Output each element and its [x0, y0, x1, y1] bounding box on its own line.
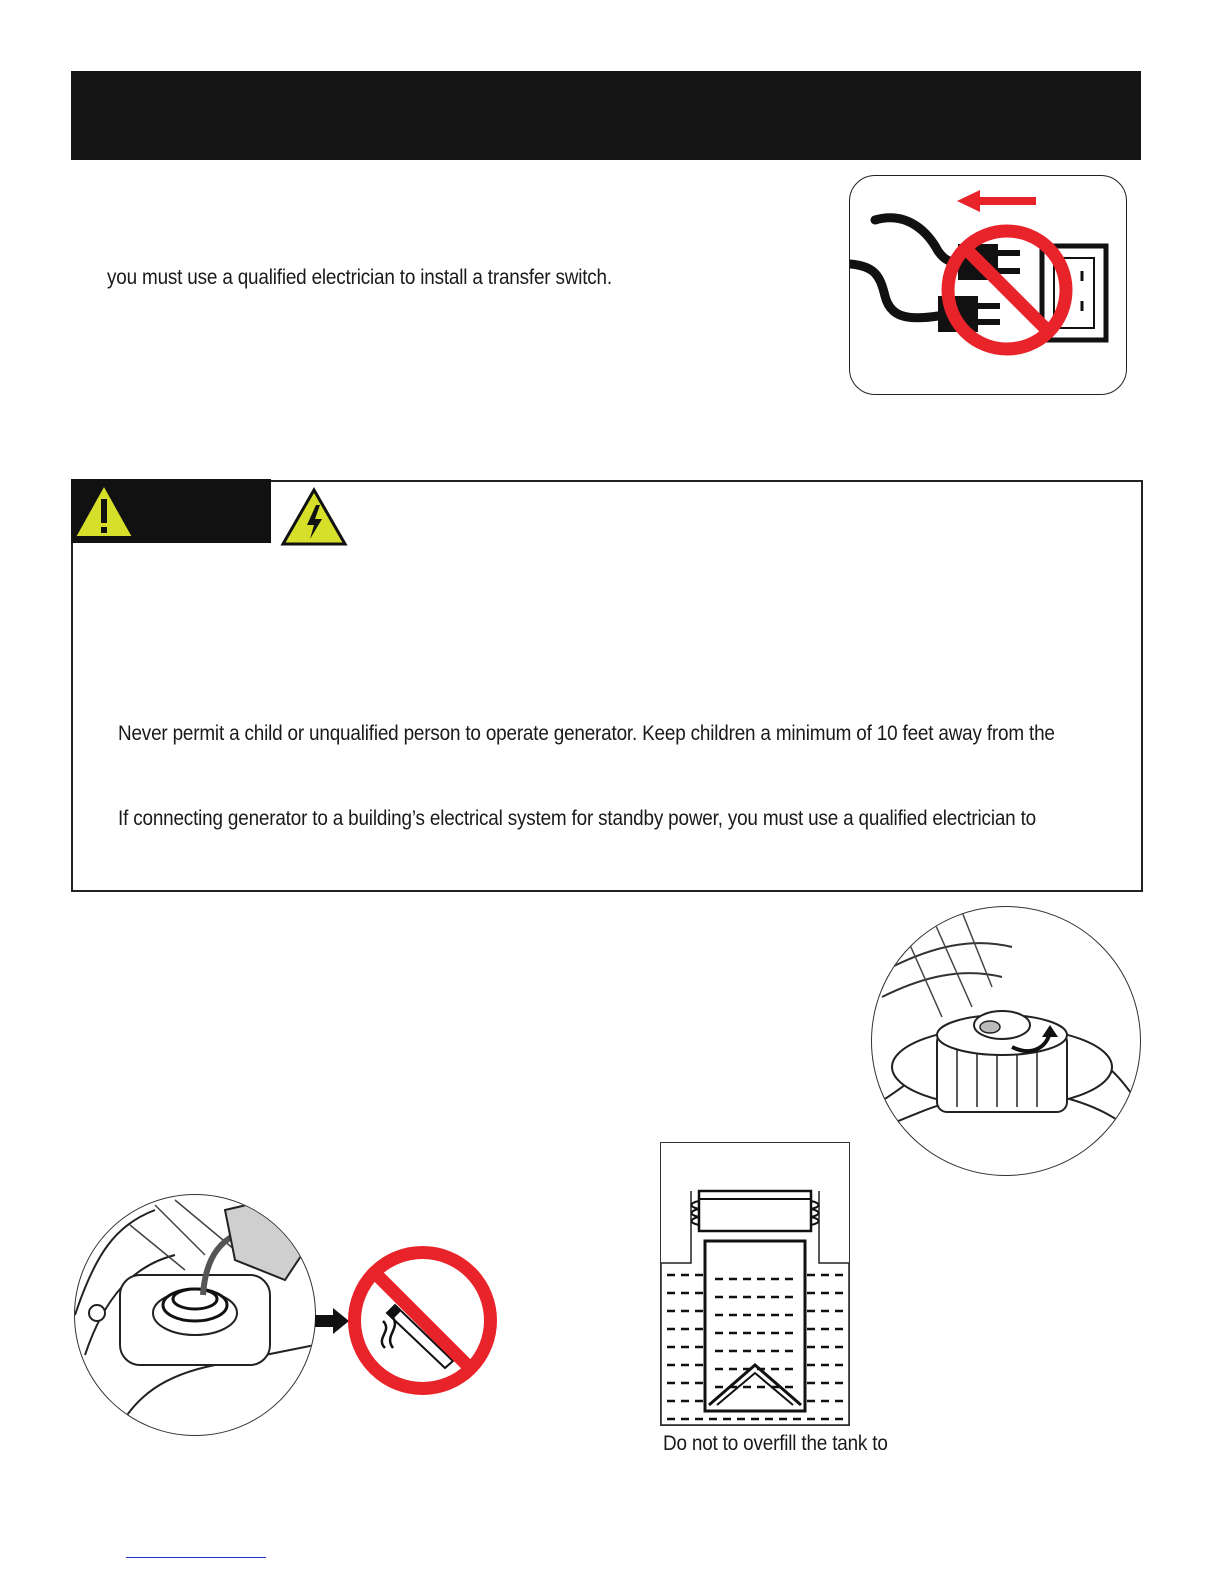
fuel-cap-figure: [871, 906, 1141, 1176]
fueling-figure: [74, 1194, 316, 1436]
header-bar: [71, 71, 1141, 160]
tank-fill-diagram: [660, 1142, 850, 1426]
intro-text: you must use a qualified electrician to install a transfer switch.: [107, 266, 612, 289]
warning-line-child: Never permit a child or unqualified person to operate generator. Keep children a minimum of 10 feet away from the: [118, 722, 1055, 745]
no-backfeed-figure: [849, 175, 1127, 395]
tank-caption: Do not to overfill the tank to: [663, 1432, 888, 1455]
warning-label-tab: [71, 479, 271, 543]
footer-link-underline[interactable]: [126, 1557, 266, 1558]
no-smoking-icon: [345, 1243, 500, 1398]
warning-line-transfer: If connecting generator to a building’s electrical system for standby power, you must use a qualified electrician to: [118, 807, 1036, 830]
warning-triangle-icon: [71, 479, 141, 543]
no-backfeed-plug-icon: [850, 176, 1126, 394]
electrical-hazard-icon: [280, 487, 348, 547]
